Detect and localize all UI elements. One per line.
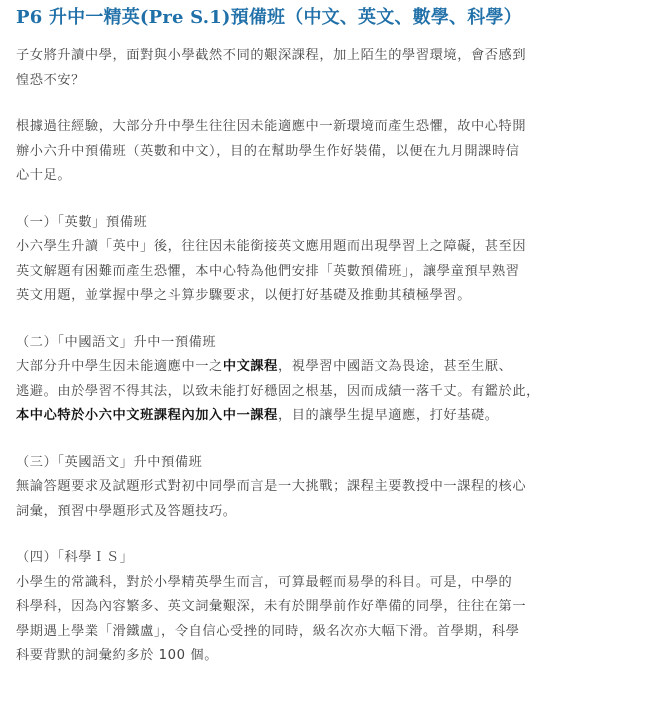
page-title: P6 升中一精英(Pre S.1)預備班（中文、英文、數學、科學）	[16, 7, 522, 28]
section-line: 小學生的常識科，對於小學精英學生而言，可算最輕而易學的科目。可是，中學的	[16, 574, 513, 590]
highlight-text: 本中心特於小六中文班課程內加入中一課程	[16, 408, 278, 423]
rationale-line: 辦小六升中預備班（英數和中文），目的在幫助學生作好裝備，以便在九月開課時信	[16, 143, 520, 159]
section-heading: （四）「科學ＩＳ」	[16, 550, 134, 565]
highlight-text: 中文課程	[222, 359, 278, 374]
rationale-line: 根據過往經驗，大部分升中學生往往因未能適應中一新環境而產生恐懼，故中心特開	[16, 119, 527, 134]
text-run: ，視學習中國語文為畏途，甚至生厭、	[277, 359, 513, 374]
intro-paragraph	[16, 44, 636, 93]
section-chinese	[16, 331, 636, 429]
section-line: 學期遇上學業「滑鐵盧」，令自信心受挫的同時，級名次亦大幅下滑。首學期，科學	[16, 623, 520, 639]
section-heading: （一）「英數」預備班	[16, 214, 148, 230]
section-line: 詞彙，預習中學題形式及答題技巧。	[16, 503, 237, 519]
section-line: 逃避。由於學習不得其法，以致未能打好穩固之根基，因而成績一落千丈。有鑑於此，	[16, 383, 540, 399]
section-english	[16, 451, 636, 525]
intro-line: 子女將升讀中學，面對與小學截然不同的艱深課程，加上陌生的學習環境，會否感到	[16, 48, 527, 63]
text-run: 大部分升中學生因未能適應中一之	[16, 359, 223, 374]
section-line	[16, 355, 636, 380]
rationale-line: 心十足。	[16, 168, 72, 183]
section-science	[16, 546, 636, 669]
section-line: 科要背默的詞彙約多於 100 個。	[16, 648, 219, 663]
section-heading: （三）「英國語文」升中預備班	[16, 454, 203, 470]
section-line: 英文解題有困難而產生恐懼，本中心特為他們安排「英數預備班」，讓學童預早熟習	[16, 263, 520, 279]
section-line	[16, 404, 636, 429]
section-math	[16, 211, 636, 309]
intro-line: 惶恐不安？	[16, 72, 85, 88]
section-line: 無論答題要求及試題形式對初中同學而言是一大挑戰；課程主要教授中一課程的核心	[16, 479, 527, 494]
section-line: 英文用題，並掌握中學之斗算步驟要求，以便打好基礎及推動其積極學習。	[16, 288, 471, 303]
section-line: 科學科，因為內容繁多、英文詞彙艱深，未有於開學前作好準備的同學，往往在第一	[16, 599, 527, 614]
rationale-paragraph	[16, 115, 636, 189]
section-heading: （二）「中國語文」升中一預備班	[16, 334, 217, 350]
section-line: 小六學生升讀「英中」後，往往因未能銜接英文應用題而出現學習上之障礙，甚至因	[16, 239, 527, 254]
text-run: ，目的讓學生提早適應，打好基礎。	[277, 408, 499, 423]
